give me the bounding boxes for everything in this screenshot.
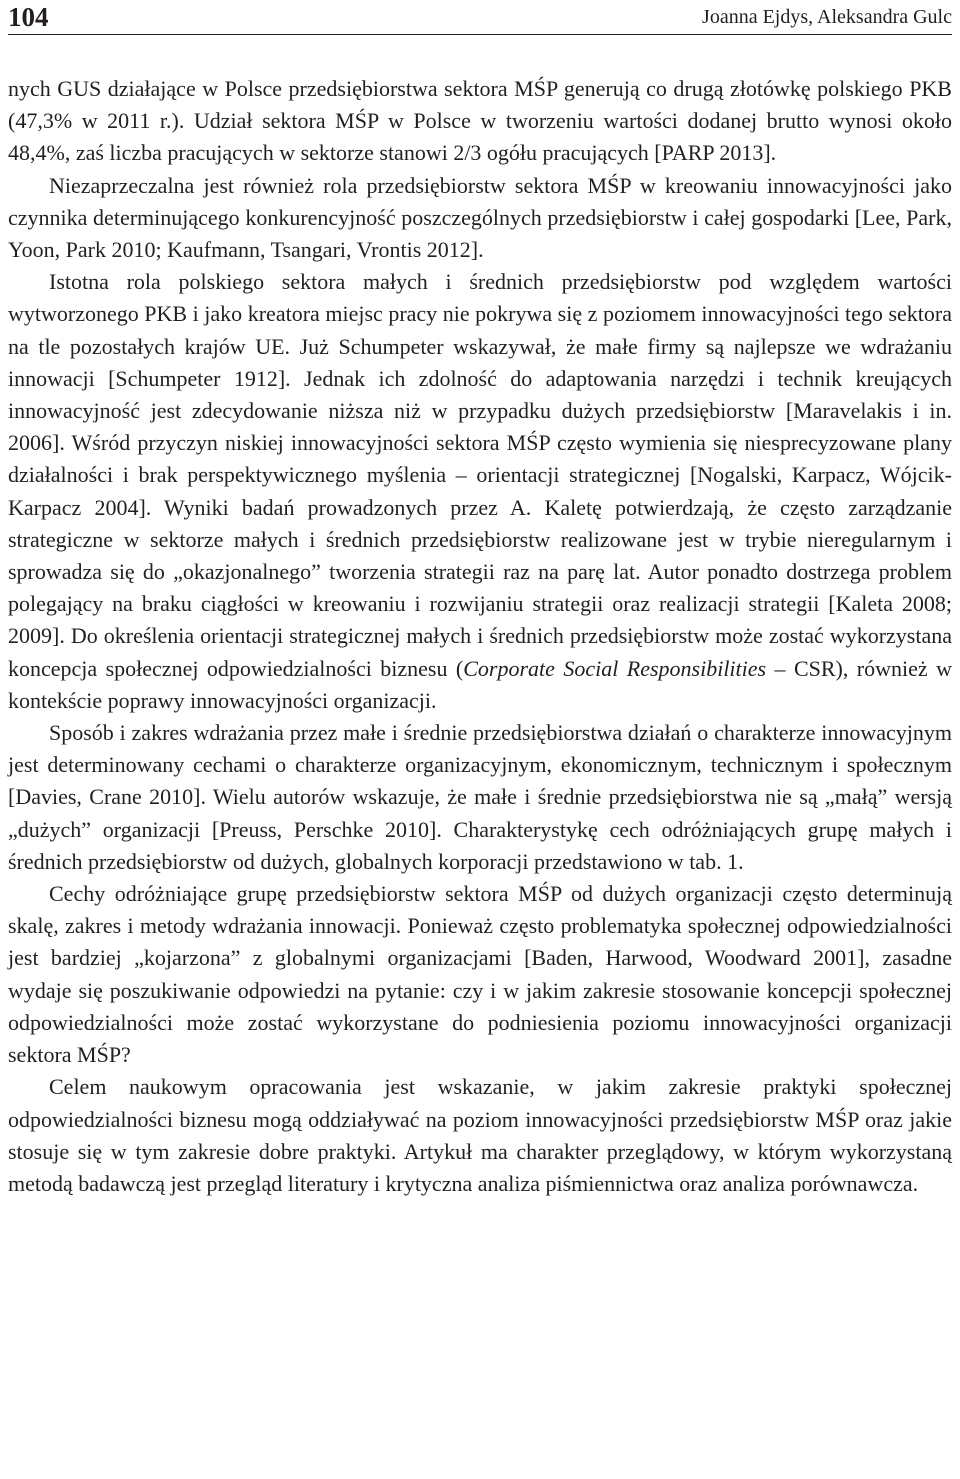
page — [8, 0, 952, 1200]
paragraph-3-text-a: Istotna rola polskiego sektora małych i średnich przedsiębiorstw pod względem wartości wytworzonego PKB i jako kreatora miejsc pracy nie pokrywa się z poziomem innowacyjności tego sektora na tle pozostałych krajów UE. Już Schumpeter wskazywał, że małe firmy są najlepsze we wdrażaniu innowacji [Schumpeter 1912]. Jednak ich zdolność do adaptowania narzędzi i technik kreujących innowacyjność jest zdecydowanie niższa niż w przypadku dużych przedsiębiorstw [Maravelakis i in. 2006]. Wśród przyczyn niskiej innowacyjności sektora MŚP często wymienia się niesprecyzowane plany działalności i brak perspektywicznego myślenia – orientacji strategicznej [Nogalski, Karpacz, Wójcik-Karpacz 2004]. Wyniki badań prowadzonych przez A. Kaletę potwierdzają, że często zarządzanie strategiczne w sektorze małych i średnich przedsiębiorstw realizowane jest w trybie nieregularnym i sprowadza się do „okazjonalnego” tworzenia strategii raz na parę lat. Autor ponadto dostrzega problem polegający na braku ciągłości w kreowaniu i rozwijaniu strategii oraz realizacji strategii [Kaleta 2008; 2009]. Do określenia orientacji strategicznej małych i średnich przedsiębiorstw może zostać wykorzystana koncepcja społecznej odpowiedzialności biznesu ( — [8, 269, 952, 681]
article-body — [8, 73, 952, 1200]
page-header — [8, 0, 952, 35]
paragraph-4: Sposób i zakres wdrażania przez małe i średnie przedsiębiorstwa działań o charakterze innowacyjnym jest determinowany cechami o charakterze organizacyjnym, ekonomicznym, technicznym i społecznym [Davies, Crane 2010]. Wielu autorów wskazuje, że małe i średnie przedsiębiorstwa nie są „małą” wersją „dużych” organizacji [Preuss, Perschke 2010]. Charakterystykę cech odróżniających grupę małych i średnich przedsiębiorstw od dużych, globalnych korporacji przedstawiono w tab. 1. — [8, 720, 952, 874]
paragraph-6: Celem naukowym opracowania jest wskazanie, w jakim zakresie praktyki społecznej odpowiedzialności biznesu mogą oddziaływać na poziom innowacyjności przedsiębiorstw MŚP oraz jakie stosuje się w tym zakresie dobre praktyki. Artykuł ma charakter przeglądowy, w którym wykorzystaną metodą badawczą jest przegląd literatury i krytyczna analiza piśmiennictwa oraz analiza porównawcza. — [8, 1074, 952, 1196]
paragraph-3-text-b: – CSR), również w kontekście poprawy innowacyjności organizacji. — [8, 655, 952, 713]
paragraph-2: Niezaprzeczalna jest również rola przedsiębiorstw sektora MŚP w kreowaniu innowacyjności jako czynnika determinującego konkurencyjność poszczególnych przedsiębiorstw i całej gospodarki [Lee, Park, Yoon, Park 2010; Kaufmann, Tsangari, Vrontis 2012]. — [8, 172, 952, 263]
paragraph-5: Cechy odróżniające grupę przedsiębiorstw sektora MŚP od dużych organizacji często determinują skalę, zakres i metody wdrażania innowacji. Ponieważ często problematyka społecznej odpowiedzialności jest bardziej „kojarzona” z globalnymi organizacjami [Baden, Harwood, Woodward 2001], zasadne wydaje się poszukiwanie odpowiedzi na pytanie: czy i w jakim zakresie stosowanie koncepcji społecznej odpowiedzialności może zostać wykorzystane do podniesienia poziomu innowacyjności organizacji sektora MŚP? — [8, 881, 952, 1068]
running-head-authors: Joanna Ejdys, Aleksandra Gulc — [702, 6, 952, 28]
paragraph-3 — [8, 266, 952, 717]
paragraph-1: nych GUS działające w Polsce przedsiębiorstwa sektora MŚP generują co drugą złotówkę polskiego PKB (47,3% w 2011 r.). Udział sektora MŚP w Polsce w tworzeniu wartości dodanej brutto wynosi około 48,4%, zaś liczba pracujących w sektorze stanowi 2/3 ogółu pracujących [PARP 2013]. — [8, 76, 952, 166]
page-number: 104 — [8, 2, 49, 32]
paragraph-3-italic-term: Corporate Social Responsibilities — [463, 655, 767, 681]
